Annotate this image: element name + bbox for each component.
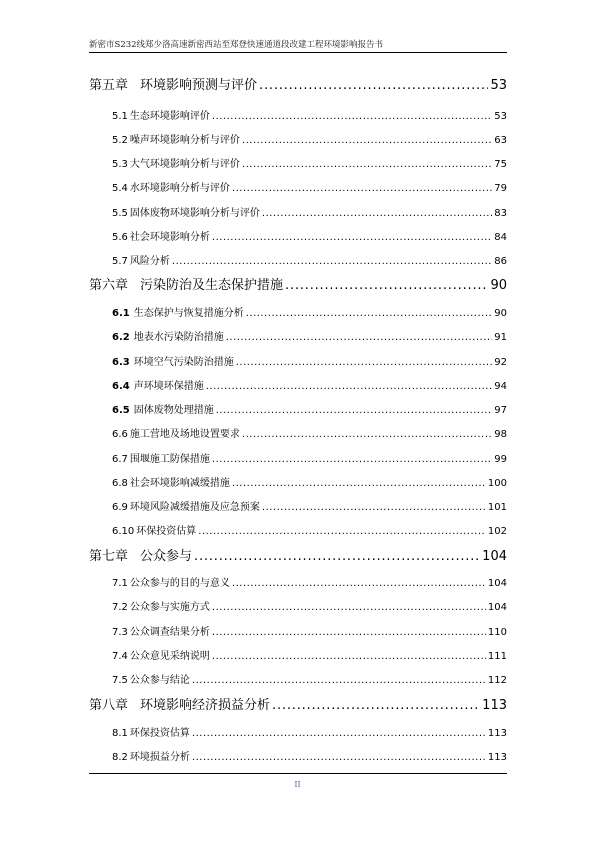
toc-entry-number: 第六章 [89, 278, 129, 293]
toc-entry-number: 7.1 [112, 578, 128, 589]
toc-entry-title: 社会环境影响分析 [129, 232, 210, 243]
toc-entry-title: 环境损益分析 [129, 752, 190, 763]
toc-entry-page: 92 [494, 357, 507, 368]
toc-section-entry[interactable] [112, 425, 507, 440]
toc-dot-leader [212, 651, 486, 662]
toc-entry-number: 第七章 [89, 549, 129, 564]
toc-dot-leader [192, 675, 486, 686]
toc-section-entry[interactable] [112, 252, 507, 267]
toc-section-entry[interactable] [112, 131, 507, 146]
toc-chapter-entry[interactable] [89, 694, 507, 713]
toc-entry-title: 公众参与实施方式 [129, 602, 210, 613]
toc-entry-number: 5.7 [112, 256, 128, 267]
toc-chapter-entry[interactable] [89, 545, 507, 564]
toc-entry-title: 环境空气污染防治措施 [133, 357, 234, 368]
toc-entry-number: 6.9 [112, 502, 128, 513]
toc-entry-number: 第五章 [89, 78, 129, 93]
toc-entry-title: 地表水污染防治措施 [133, 332, 224, 343]
toc-chapter-entry[interactable] [89, 274, 507, 293]
toc-section-entry[interactable] [112, 574, 507, 589]
toc-dot-leader [226, 332, 493, 343]
toc-entry-number: 7.2 [112, 602, 128, 613]
toc-chapter-entry[interactable] [89, 74, 507, 93]
toc-dot-leader [246, 308, 493, 319]
toc-entry-number: 7.4 [112, 651, 128, 662]
toc-dot-leader [216, 405, 493, 416]
toc-entry-page: 97 [494, 405, 507, 416]
toc-entry-number: 6.2 [112, 332, 130, 343]
toc-entry-title: 环境风险减缓措施及应急预案 [129, 502, 260, 513]
toc-entry-page: 84 [494, 232, 507, 243]
toc-entry-title: 污染防治及生态保护措施 [140, 278, 284, 293]
toc-entry-title: 施工营地及场地设置要求 [129, 429, 240, 440]
toc-dot-leader [212, 602, 486, 613]
toc-section-entry[interactable] [112, 598, 507, 613]
toc-section-entry[interactable] [112, 498, 507, 513]
toc-entry-title: 围堰施工防保措施 [129, 454, 210, 465]
toc-entry-page: 94 [494, 381, 507, 392]
toc-entry-title: 公众参与的目的与意义 [129, 578, 230, 589]
toc-entry-page: 91 [494, 332, 507, 343]
toc-dot-leader [259, 78, 488, 93]
toc-entry-title: 噪声环境影响分析与评价 [129, 135, 240, 146]
toc-section-entry[interactable] [112, 228, 507, 243]
toc-entry-page: 102 [487, 526, 507, 537]
toc-entry-number: 5.3 [112, 159, 128, 170]
toc-dot-leader [212, 627, 486, 638]
toc-entry-page: 104 [487, 578, 507, 589]
toc-entry-title: 环境影响经济损益分析 [140, 698, 271, 713]
toc-entry-number: 6.3 [112, 357, 130, 368]
toc-entry-page: 104 [487, 602, 507, 613]
toc-entry-number: 6.8 [112, 478, 128, 489]
toc-dot-leader [194, 549, 480, 564]
toc-dot-leader [206, 381, 493, 392]
toc-dot-leader [242, 159, 492, 170]
toc-entry-number: 6.5 [112, 405, 130, 416]
toc-entry-page: 86 [494, 256, 507, 267]
toc-entry-number: 6.1 [112, 308, 130, 319]
toc-section-entry[interactable] [112, 179, 507, 194]
toc-entry-title: 公众参与 [140, 549, 193, 564]
toc-dot-leader [242, 135, 492, 146]
page-number: II [294, 780, 301, 789]
toc-entry-number: 5.2 [112, 135, 128, 146]
toc-dot-leader [232, 183, 492, 194]
running-header: 新密市S232线郑少洛高速新密西站至郑登快速通道段改建工程环境影响报告书 [89, 40, 384, 50]
toc-entry-number: 6.6 [112, 429, 128, 440]
toc-entry-page: 53 [490, 78, 507, 93]
toc-entry-page: 110 [487, 627, 507, 638]
toc-entry-page: 111 [487, 651, 507, 662]
toc-dot-leader [272, 698, 480, 713]
toc-dot-leader [285, 278, 488, 293]
toc-entry-page: 104 [482, 549, 507, 564]
toc-dot-leader [212, 111, 492, 122]
toc-section-entry[interactable] [112, 474, 507, 489]
toc-entry-page: 90 [490, 278, 507, 293]
toc-section-entry[interactable] [112, 353, 507, 368]
toc-entry-title: 生态保护与恢复措施分析 [133, 308, 244, 319]
toc-dot-leader [192, 752, 486, 763]
footer-rule [89, 773, 507, 774]
toc-entry-title: 声环境环保措施 [133, 381, 204, 392]
toc-entry-number: 8.1 [112, 728, 128, 739]
toc-entry-number: 5.1 [112, 111, 128, 122]
toc-entry-title: 风险分析 [129, 256, 170, 267]
toc-entry-title: 公众参与结论 [129, 675, 190, 686]
toc-dot-leader [242, 429, 492, 440]
toc-dot-leader [198, 526, 486, 537]
toc-entry-title: 水环境影响分析与评价 [129, 183, 230, 194]
toc-entry-page: 113 [487, 752, 507, 763]
toc-entry-number: 6.4 [112, 381, 130, 392]
toc-dot-leader [192, 728, 486, 739]
toc-section-entry[interactable] [112, 155, 507, 170]
toc-entry-number: 6.10 [112, 526, 135, 537]
toc-section-entry[interactable] [112, 204, 507, 219]
toc-entry-title: 大气环境影响分析与评价 [129, 159, 240, 170]
toc-entry-number: 5.6 [112, 232, 128, 243]
toc-dot-leader [212, 454, 492, 465]
toc-dot-leader [236, 357, 493, 368]
toc-dot-leader [262, 208, 492, 219]
toc-entry-title: 社会环境影响减缓措施 [129, 478, 230, 489]
toc-dot-leader [212, 232, 492, 243]
toc-entry-page: 101 [487, 502, 507, 513]
toc-dot-leader [232, 478, 486, 489]
header-rule [89, 52, 507, 53]
toc-entry-title: 公众调查结果分析 [129, 627, 210, 638]
toc-entry-page: 98 [494, 429, 507, 440]
toc-entry-number: 5.5 [112, 208, 128, 219]
toc-entry-page: 99 [494, 454, 507, 465]
toc-entry-page: 113 [487, 728, 507, 739]
toc-entry-number: 第八章 [89, 698, 129, 713]
toc-entry-page: 83 [494, 208, 507, 219]
toc-section-entry[interactable] [112, 377, 507, 392]
toc-entry-page: 100 [487, 478, 507, 489]
toc-section-entry[interactable] [112, 304, 507, 319]
toc-entry-number: 7.5 [112, 675, 128, 686]
toc-section-entry[interactable] [112, 522, 507, 537]
toc-dot-leader [172, 256, 492, 267]
toc-entry-title: 环保投资估算 [136, 526, 197, 537]
toc-section-entry[interactable] [112, 450, 507, 465]
toc-dot-leader [232, 578, 486, 589]
toc-entry-page: 112 [487, 675, 507, 686]
toc-section-entry[interactable] [112, 647, 507, 662]
toc-section-entry[interactable] [112, 623, 507, 638]
toc-section-entry[interactable] [112, 107, 507, 122]
toc-entry-title: 公众意见采纳说明 [129, 651, 210, 662]
toc-section-entry[interactable] [112, 724, 507, 739]
toc-dot-leader [262, 502, 486, 513]
toc-entry-title: 固体废物处理措施 [133, 405, 214, 416]
toc-entry-page: 90 [494, 308, 507, 319]
toc-entry-number: 7.3 [112, 627, 128, 638]
toc-section-entry[interactable] [112, 401, 507, 416]
toc-entry-title: 生态环境影响评价 [129, 111, 210, 122]
toc-entry-title: 固体废物环境影响分析与评价 [129, 208, 260, 219]
toc-entry-page: 75 [494, 159, 507, 170]
toc-entry-page: 79 [494, 183, 507, 194]
toc-entry-title: 环境影响预测与评价 [140, 78, 258, 93]
toc-section-entry[interactable] [112, 748, 507, 763]
toc-entry-page: 113 [482, 698, 507, 713]
toc-entry-number: 5.4 [112, 183, 128, 194]
toc-entry-page: 53 [494, 111, 507, 122]
toc-section-entry[interactable] [112, 328, 507, 343]
toc-section-entry[interactable] [112, 671, 507, 686]
toc-entry-title: 环保投资估算 [129, 728, 190, 739]
toc-entry-page: 63 [494, 135, 507, 146]
toc-entry-number: 8.2 [112, 752, 128, 763]
toc-entry-number: 6.7 [112, 454, 128, 465]
